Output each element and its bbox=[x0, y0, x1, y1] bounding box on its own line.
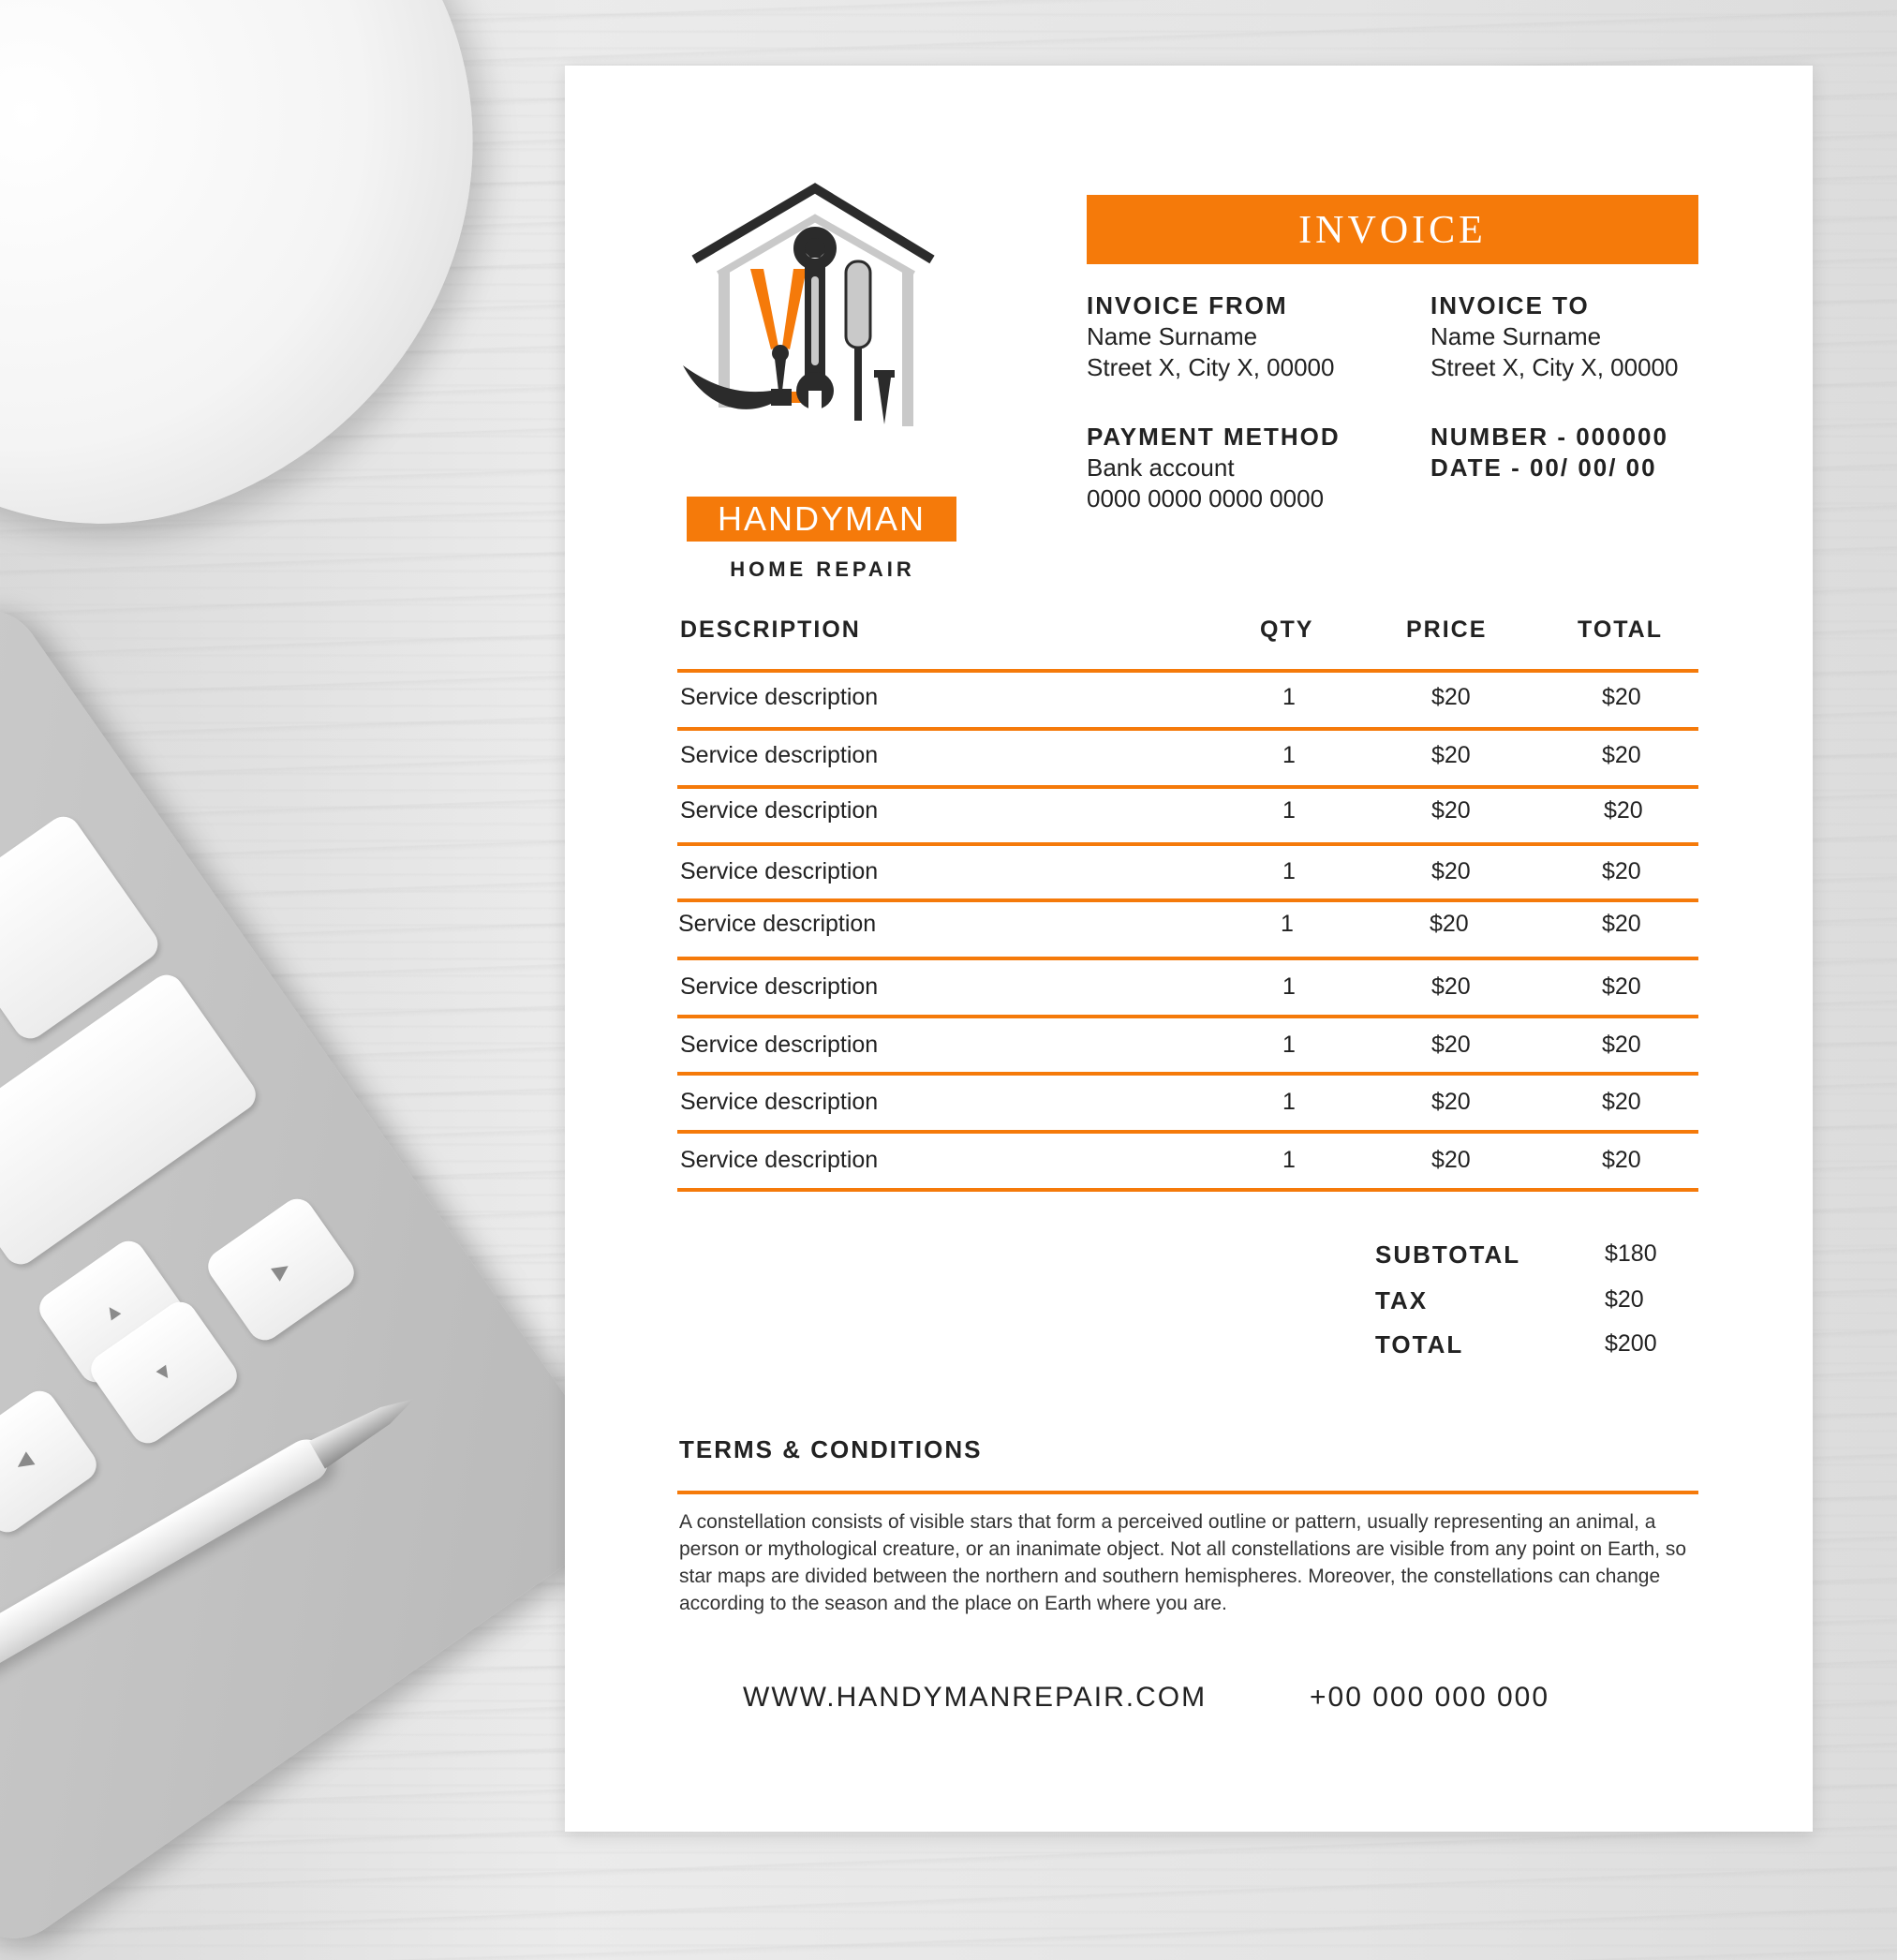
row-8-description: Service description bbox=[680, 1089, 879, 1115]
invoice-date: DATE - 00/ 00/ 00 bbox=[1430, 453, 1657, 482]
arrow-left-icon: ◀ bbox=[9, 1447, 37, 1476]
column-header-price: PRICE bbox=[1406, 616, 1488, 643]
invoice-number: NUMBER - 000000 bbox=[1430, 423, 1668, 451]
row-4-price: $20 bbox=[1431, 858, 1471, 884]
subtotal-value: $180 bbox=[1605, 1240, 1657, 1267]
row-3-total: $20 bbox=[1604, 797, 1643, 824]
terms-divider bbox=[677, 1491, 1698, 1494]
row-4-qty: 1 bbox=[1282, 858, 1296, 884]
from-address: Street X, City X, 00000 bbox=[1087, 353, 1335, 381]
arrow-right-icon: ▶ bbox=[267, 1255, 294, 1284]
invoice-meta-block bbox=[1430, 422, 1668, 483]
subtotal-label: SUBTOTAL bbox=[1375, 1240, 1521, 1269]
terms-body: A constellation consists of visible stars that form a perceived outline or pattern, usually representing an animal, a person or mythological creature, or an inanimate object. Not all constellations are visible from any point on Earth, so star maps are divided between the northern and southern hemispheres. Moreover, the constellations can change according to the season and the place on Earth where you are. bbox=[679, 1511, 1687, 1614]
total-label: TOTAL bbox=[1375, 1330, 1464, 1359]
table-divider bbox=[677, 1072, 1698, 1076]
row-3-description: Service description bbox=[680, 797, 879, 824]
brand-tagline: HOME REPAIR bbox=[730, 557, 915, 581]
arrow-up-icon: ▲ bbox=[96, 1296, 127, 1328]
payment-line-2: 0000 0000 0000 0000 bbox=[1087, 484, 1325, 512]
row-6-price: $20 bbox=[1431, 973, 1471, 1000]
table-divider bbox=[677, 1130, 1698, 1134]
tax-label: TAX bbox=[1375, 1286, 1429, 1314]
company-logo bbox=[677, 183, 958, 586]
row-7-price: $20 bbox=[1431, 1032, 1471, 1058]
row-2-description: Service description bbox=[680, 742, 879, 768]
row-5-qty: 1 bbox=[1281, 911, 1294, 937]
row-2-price: $20 bbox=[1431, 742, 1471, 768]
row-5-description: Service description bbox=[678, 911, 877, 937]
table-divider bbox=[677, 727, 1698, 731]
table-divider bbox=[677, 898, 1698, 902]
table-divider bbox=[677, 1015, 1698, 1018]
to-address: Street X, City X, 00000 bbox=[1430, 353, 1679, 381]
row-1-total: $20 bbox=[1602, 684, 1641, 710]
invoice-page bbox=[565, 66, 1813, 1832]
payment-line-1: Bank account bbox=[1087, 453, 1235, 482]
row-8-price: $20 bbox=[1431, 1089, 1471, 1115]
house-tools-icon bbox=[677, 183, 958, 483]
tax-value: $20 bbox=[1605, 1286, 1644, 1313]
table-divider bbox=[677, 1188, 1698, 1192]
table-divider bbox=[677, 785, 1698, 789]
to-name: Name Surname bbox=[1430, 322, 1602, 350]
row-2-total: $20 bbox=[1602, 742, 1641, 768]
footer-website: WWW.HANDYMANREPAIR.COM bbox=[743, 1682, 1208, 1713]
row-9-total: $20 bbox=[1602, 1147, 1641, 1173]
brand-name: HANDYMAN bbox=[687, 497, 956, 542]
payment-method-block bbox=[1087, 422, 1341, 514]
row-5-total: $20 bbox=[1602, 911, 1641, 937]
row-4-description: Service description bbox=[680, 858, 879, 884]
row-9-description: Service description bbox=[680, 1147, 879, 1173]
row-3-qty: 1 bbox=[1282, 797, 1296, 824]
invoice-from-block bbox=[1087, 290, 1334, 383]
row-8-total: $20 bbox=[1602, 1089, 1641, 1115]
table-divider bbox=[677, 842, 1698, 846]
payment-method-heading: PAYMENT METHOD bbox=[1087, 423, 1341, 451]
column-header-qty: QTY bbox=[1260, 616, 1314, 643]
row-6-qty: 1 bbox=[1282, 973, 1296, 1000]
row-3-price: $20 bbox=[1431, 797, 1471, 824]
row-1-price: $20 bbox=[1431, 684, 1471, 710]
row-5-price: $20 bbox=[1430, 911, 1469, 937]
row-6-total: $20 bbox=[1602, 973, 1641, 1000]
table-divider bbox=[677, 957, 1698, 960]
arrow-down-icon: ▼ bbox=[148, 1357, 179, 1388]
invoice-from-heading: INVOICE FROM bbox=[1087, 291, 1288, 319]
invoice-title: INVOICE bbox=[1087, 195, 1698, 264]
table-divider bbox=[677, 669, 1698, 673]
row-6-description: Service description bbox=[680, 973, 879, 1000]
from-name: Name Surname bbox=[1087, 322, 1258, 350]
row-1-description: Service description bbox=[680, 684, 879, 710]
row-8-qty: 1 bbox=[1282, 1089, 1296, 1115]
row-7-qty: 1 bbox=[1282, 1032, 1296, 1058]
footer-phone: +00 000 000 000 bbox=[1310, 1682, 1550, 1713]
row-4-total: $20 bbox=[1602, 858, 1641, 884]
row-2-qty: 1 bbox=[1282, 742, 1296, 768]
column-header-description: DESCRIPTION bbox=[680, 616, 861, 643]
row-1-qty: 1 bbox=[1282, 684, 1296, 710]
terms-heading: TERMS & CONDITIONS bbox=[679, 1435, 983, 1463]
row-9-qty: 1 bbox=[1282, 1147, 1296, 1173]
row-7-description: Service description bbox=[680, 1032, 879, 1058]
row-7-total: $20 bbox=[1602, 1032, 1641, 1058]
row-9-price: $20 bbox=[1431, 1147, 1471, 1173]
total-value: $200 bbox=[1605, 1330, 1657, 1357]
column-header-total: TOTAL bbox=[1578, 616, 1664, 643]
invoice-to-heading: INVOICE TO bbox=[1430, 291, 1590, 319]
invoice-to-block bbox=[1430, 290, 1678, 383]
computer-mouse bbox=[0, 0, 571, 609]
